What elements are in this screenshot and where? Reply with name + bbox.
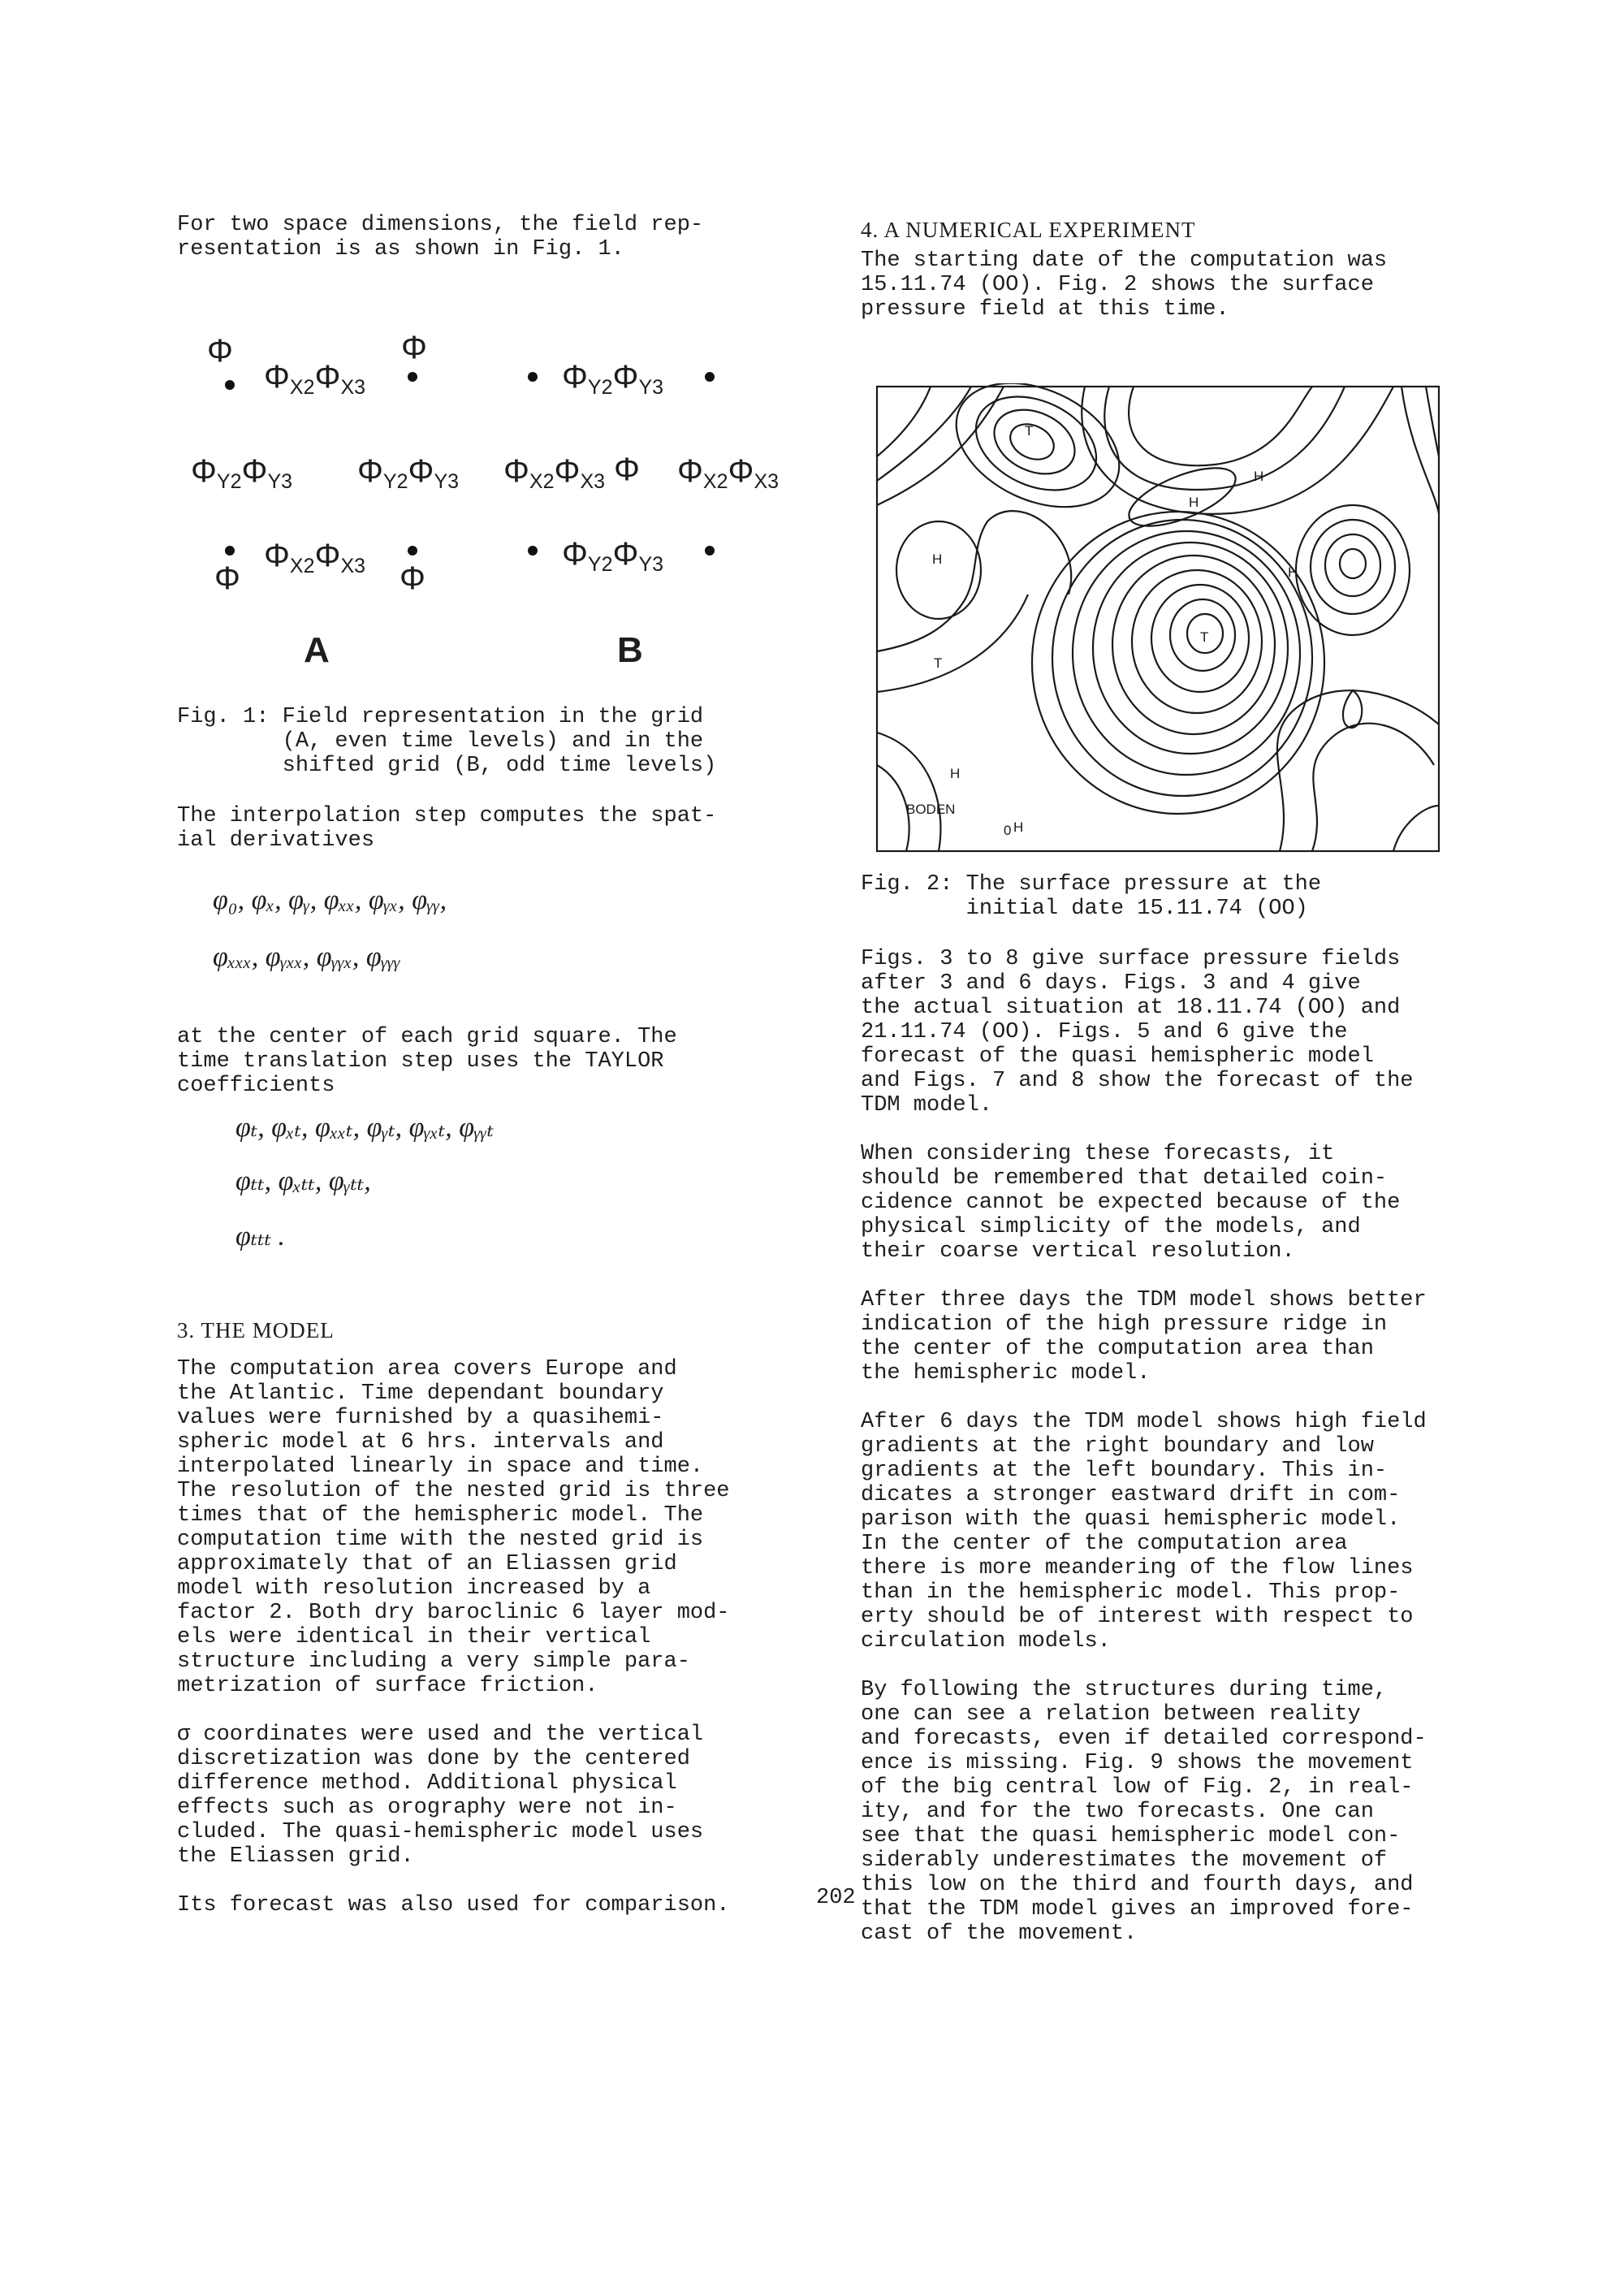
map-label-zero: 0 <box>1004 823 1012 838</box>
grid-b-phi-x2x3-right: $\Phi_{X2}\Phi_{X3}$ <box>677 453 780 493</box>
map-frame <box>877 387 1439 851</box>
section-3 <box>177 1318 827 1917</box>
grid-a-phi-y2y3-right: $\Phi_{Y2}\Phi_{Y3}$ <box>357 453 460 493</box>
grid-a-node <box>225 380 235 390</box>
grid-b-phi-y2y3-top: $\Phi_{Y2}\Phi_{Y3}$ <box>562 359 664 399</box>
grid-a-phi-br: Φ <box>400 560 425 596</box>
taylor-row-1: φₜ, φₓₜ, φₓₓₜ, φᵧₜ, φᵧₓₜ, φᵧᵧₜ <box>235 1113 495 1143</box>
grid-b-node <box>705 372 715 382</box>
small-high-center <box>1121 456 1242 538</box>
intro-paragraph: For two space dimensions, the field rep- resentation is as shown in Fig. 1. <box>177 213 704 262</box>
section-3-paragraph-1: The computation area covers Europe and the Atlantic. Time dependant boundary values were furnished by a quasihemi- spheric model at 6 hrs. intervals and interpolated linearly in space and time. The resolution of the nested grid is three times that of the hemispheric model. The computation time with the nested grid is approximately that of an Eliassen grid model with resolution increased by a factor 2. Both dry baroclinic 6 layer mod- els were identical in their vertical structure including a very simple para- metrization of surface friction. <box>177 1357 730 1698</box>
map-label-h-right-top: H <box>1254 469 1264 484</box>
map-label-h-bottom: H <box>1013 819 1024 835</box>
right-paragraph-3: After three days the TDM model shows better indication of the high pressure ridge in the center of the computation area than the hemispheric model. <box>861 1288 1427 1386</box>
page-number: 202 <box>816 1886 856 1910</box>
grid-a-node <box>408 372 417 382</box>
taylor-row-2: φₜₜ, φₓₜₜ, φᵧₜₜ, <box>235 1166 371 1196</box>
grid-a-phi-tl: Φ <box>207 333 233 369</box>
grid-b-node <box>528 372 538 382</box>
grid-b-phi-center: Φ <box>614 452 640 487</box>
section-4-heading: 4. A NUMERICAL EXPERIMENT <box>861 218 1196 242</box>
small-high-left <box>896 521 981 619</box>
central-low-contours <box>1032 512 1324 814</box>
map-label-t-left: T <box>934 655 943 671</box>
grid-b-label: B <box>617 630 643 670</box>
center-paragraph: at the center of each grid square. The time translation step uses the TAYLOR coefficients <box>177 1025 677 1098</box>
small-feature-right <box>1343 690 1362 728</box>
figure-2-pressure-map <box>874 383 1442 854</box>
grid-a-node <box>408 546 417 556</box>
grid-a-label: A <box>304 630 330 670</box>
map-label-h-lower-left: H <box>950 766 961 781</box>
right-paragraph-1: Figs. 3 to 8 give surface pressure fields after 3 and 6 days. Figs. 3 and 4 give the actual situation at 18.11.74 (OO) and 21.11.74 (OO). Figs. 5 and 6 give the forecast of the quasi hemispheric model and Figs. 7 and 8 show the forecast of the TDM model. <box>861 947 1414 1118</box>
right-paragraph-2: When considering these forecasts, it should be remembered that detailed coin- cidence cannot be expected because of the physical simplicity of the models, and their coarse vertical resolution. <box>861 1142 1401 1264</box>
right-body <box>861 947 1527 1946</box>
right-column <box>861 218 1502 322</box>
map-label-h-mid-right: H <box>1288 564 1298 580</box>
interpolation-paragraph: The interpolation step computes the spat- ial derivatives <box>177 804 717 853</box>
upper-low-contours <box>936 383 1139 531</box>
section-3-paragraph-2: σ coordinates were used and the vertical discretization was done by the centered difference method. Additional physical effects such as orography were not in- cluded. The quasi-hemispheric model uses the Eliassen grid. <box>177 1723 704 1869</box>
map-label-h-center: H <box>1189 495 1199 510</box>
derivatives-row-2: φₓₓₓ, φᵧₓₓ, φᵧᵧₓ, φᵧᵧᵧ <box>213 942 401 972</box>
grid-a-node <box>225 546 235 556</box>
map-label-t-center: T <box>1200 629 1209 645</box>
taylor-row-3: φₜₜₜ . <box>235 1221 285 1252</box>
right-paragraph-5: By following the structures during time, one can see a relation between reality and forecasts, even if detailed correspond- ence is missing. Fig. 9 shows the movement of the big central low of Fig. 2, in real- ity, and for the two forecasts. One can see that the quasi hemispheric model con- siderably underestimates the movement of this low on the third and fourth days, and that the TDM model gives an improved fore- cast of the movement. <box>861 1678 1427 1946</box>
right-low-contours <box>1296 505 1410 635</box>
grid-b-node <box>705 546 715 556</box>
grid-b-node <box>528 546 538 556</box>
grid-a-phi-x2x3-bottom: $\Phi_{X2}\Phi_{X3}$ <box>264 538 366 577</box>
left-column <box>177 213 827 262</box>
map-label-h-left: H <box>932 551 943 567</box>
right-paragraph-4: After 6 days the TDM model shows high field gradients at the right boundary and low gradients at the left boundary. This in- dicates a stronger eastward drift in com- parison with the quasi hemispheric model. In the center of the computation area there is more meandering of the flow lines than in the hemispheric model. This prop- erty should be of interest with respect to circulation models. <box>861 1410 1427 1654</box>
derivatives-row-1: φ₀, φₓ, φᵧ, φₓₓ, φᵧₓ, φᵧᵧ, <box>213 885 447 915</box>
grid-a-phi-tr: Φ <box>401 330 427 365</box>
grid-b-phi-x2x3-left: $\Phi_{X2}\Phi_{X3}$ <box>503 453 606 493</box>
fig2-caption: Fig. 2: The surface pressure at the initial date 15.11.74 (OO) <box>861 872 1322 921</box>
fig1-caption: Fig. 1: Field representation in the grid (A, even time levels) and in the shifted grid (B, odd time levels) <box>177 705 717 778</box>
grid-a-phi-x2x3-top: $\Phi_{X2}\Phi_{X3}$ <box>264 359 366 399</box>
map-label-boden: BODEN <box>906 802 956 817</box>
section-4-intro: The starting date of the computation was 15.11.74 (OO). Fig. 2 shows the surface pressure field at this time. <box>861 249 1388 322</box>
section-3-paragraph-3: Its forecast was also used for comparison. <box>177 1893 730 1917</box>
grid-a-phi-bl: Φ <box>214 560 240 596</box>
grid-b-phi-y2y3-bottom: $\Phi_{Y2}\Phi_{Y3}$ <box>562 536 664 576</box>
grid-a-phi-y2y3-left: $\Phi_{Y2}\Phi_{Y3}$ <box>191 453 293 493</box>
section-3-heading: 3. THE MODEL <box>177 1318 335 1342</box>
map-label-t-top: T <box>1025 423 1034 439</box>
